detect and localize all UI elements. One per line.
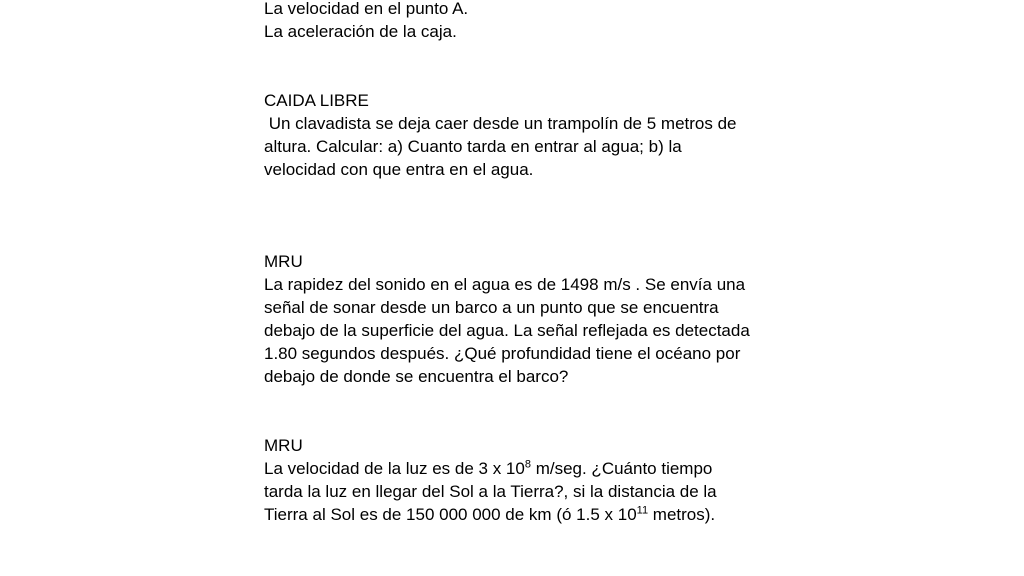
mru-light-heading: MRU: [264, 436, 303, 455]
caida-libre-line-3: velocidad con que entra en el agua.: [264, 160, 534, 179]
mru-sound-line-2: señal de sonar desde un barco a un punto que se encuentra: [264, 298, 719, 317]
mru-light-line-3-text-a: Tierra al Sol es de 150 000 000 de km (ó 1.5 x 10: [264, 505, 637, 524]
mru-sound-line-4: 1.80 segundos después. ¿Qué profundidad tiene el océano por: [264, 344, 741, 363]
mru-light-line-2: tarda la luz en llegar del Sol a la Tierra?, si la distancia de la: [264, 482, 717, 501]
mru-sound-line-5: debajo de donde se encuentra el barco?: [264, 367, 569, 386]
caida-libre-line-2: altura. Calcular: a) Cuanto tarda en entrar al agua; b) la: [264, 137, 682, 156]
mru-light-line-3-text-b: metros).: [648, 505, 716, 524]
caida-libre-line-1: Un clavadista se deja caer desde un trampolín de 5 metros de: [264, 114, 737, 133]
intro-block: [264, 0, 784, 43]
mru-light-exponent-11: 11: [636, 504, 649, 517]
mru-light-line-1-text-b: m/seg. ¿Cuánto tiempo: [530, 459, 713, 478]
caida-libre-heading: CAIDA LIBRE: [264, 91, 369, 110]
mru-light-line-1-text-a: La velocidad de la luz es de 3 x 10: [264, 459, 525, 478]
caida-libre-block: [264, 89, 784, 181]
mru-light-line-1: [264, 457, 784, 480]
mru-sound-heading: MRU: [264, 252, 303, 271]
intro-line-aceleracion: La aceleración de la caja.: [264, 22, 457, 41]
mru-light-line-3: [264, 503, 784, 526]
mru-light-block: [264, 434, 784, 526]
mru-sound-line-3: debajo de la superficie del agua. La señal reflejada es detectada: [264, 321, 750, 340]
mru-sound-block: [264, 250, 784, 388]
intro-line-velocidad: La velocidad en el punto A.: [264, 0, 469, 18]
mru-light-exponent-8: 8: [524, 458, 531, 471]
mru-sound-line-1: La rapidez del sonido en el agua es de 1498 m/s . Se envía una: [264, 275, 746, 294]
